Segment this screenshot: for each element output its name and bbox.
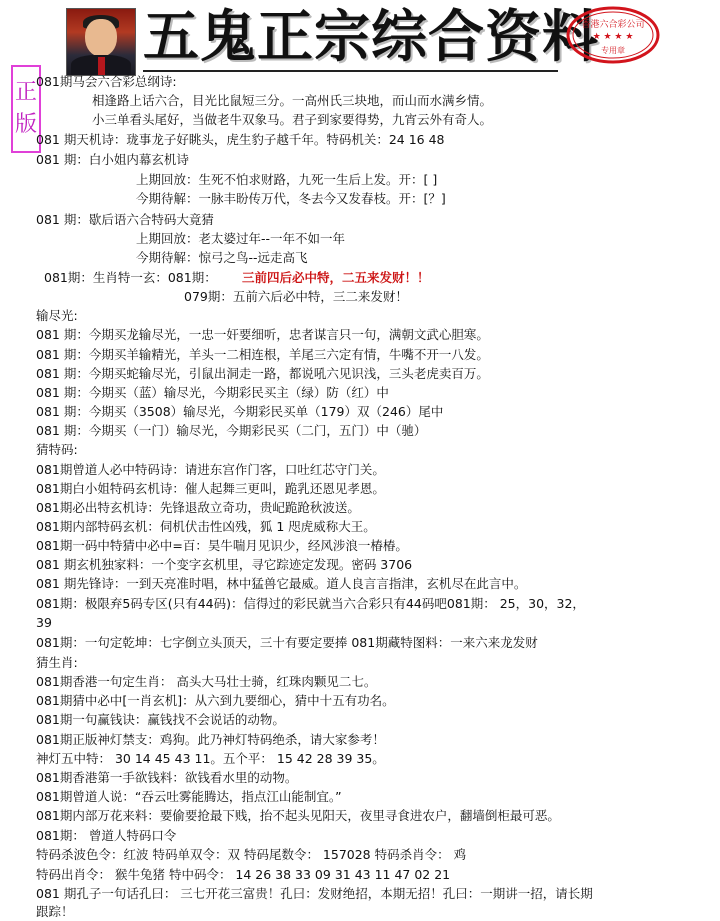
- text-line: 相逢路上话六合，目光比鼠短三分。一高州氏三块地，而山而水满乡情。: [92, 93, 493, 108]
- text-line: 081 期：今期买龙输尽光，一忠一奸要细听，忠者谋言只一句，满朝文武心胆寒。: [36, 327, 489, 342]
- text-line: 079期：五前六后必中特，三二来发财！: [184, 289, 408, 304]
- text-line: 081 期：今期买（一门）输尽光，今期彩民买（二门，五门）中（驰）: [36, 423, 427, 438]
- text-line: 081 期先锋诗：一到天亮准时唱，林中猛兽它最威。道人良言言指津，玄机尽在此言中。: [36, 576, 527, 591]
- seal-text: 香港六合彩公司: [581, 20, 645, 30]
- text-line: 小三单看头尾好，当做老牛双象马。君子到家要得势，九宵云外有奇人。: [92, 112, 493, 127]
- text-line: 081期：极限弃5码专区(只有44码)：信得过的彩民就当六合彩只有44码吧081期： 25，30，32，: [36, 596, 585, 611]
- text-line: 081 期：白小姐内幕玄机诗: [36, 152, 189, 167]
- page-title: 五鬼正宗综合资料: [143, 4, 599, 70]
- company-seal: [565, 5, 661, 65]
- text-line: 39: [36, 615, 52, 630]
- text-line: 输尽光:: [36, 308, 78, 323]
- text-line: 跟踪！: [36, 904, 74, 919]
- text-line: 081期必出特玄机诗：先锋退敌立奇功，贵屺跪跄秋波送。: [36, 500, 360, 515]
- text-line: 081期一码中特猜中必中=百：昊牛喘月见识少，经风涉浪一椿椿。: [36, 538, 408, 553]
- text-line: 081期香港一句定生肖： 高头大马壮士骑，红珠肉颗见二七。: [36, 674, 377, 689]
- text-line: 081期：生肖特一玄：081期：: [44, 270, 217, 285]
- text-line: 081 期孔子一句话孔曰： 三七开花三富贵！孔曰：发财绝招，本期无招！孔曰：一期讲一招，请长期: [36, 886, 593, 901]
- text-line: 081期曾道人必中特码诗：请进东宫作门客，口吐红芯守门关。: [36, 462, 385, 477]
- text-line: 081期白小姐特码玄机诗：催人起舞三更叫，跪乳还恩见孝恩。: [36, 481, 385, 496]
- text-line: 081期一句赢钱诀：赢钱找不会说话的动物。: [36, 712, 285, 727]
- text-line: 081期马会六合彩总纲诗:: [36, 74, 177, 89]
- text-line: 特码出肖令： 猴牛兔猪 特中码令： 14 26 38 33 09 31 43 11 47 02 21: [36, 867, 451, 882]
- text-line: 今期待解：一脉丰盼传万代，冬去今又发春枝。开：[？]: [136, 191, 446, 206]
- title-underline: [143, 70, 558, 72]
- text-line: 081期正版神灯禁支：鸡狗。此乃神灯特码绝杀，请大家参考！: [36, 732, 385, 747]
- text-line: 神灯五中特： 30 14 45 43 11。五个平： 15 42 28 39 35。: [36, 751, 385, 766]
- portrait-photo: [66, 8, 136, 76]
- text-line: 特码杀波色令：红波 特码单双令：双 特码尾数令： 157028 特码杀肖令： 鸡: [36, 847, 467, 862]
- text-line: 上期回放：生死不怕求财路，九死一生后上发。开：[ ]: [136, 172, 438, 187]
- text-line: 081 期：今期买（3508）输尽光，今期彩民买单（179）双（246）尾中: [36, 404, 444, 419]
- text-line: 081期：一句定乾坤：七字倒立头顶天，三十有要定要捧 081期藏特图料：一来六来龙发财: [36, 635, 538, 650]
- text-line: 三前四后必中特，二五来发财！！: [242, 270, 430, 285]
- badge-char: 正: [14, 80, 37, 105]
- text-line: 081期内部特码玄机：伺机伏击性凶残，狐 1 咫虎威称大王。: [36, 519, 376, 534]
- text-line: 081 期天机诗：珑事龙子好眺头，虎生豹子越千年。特码机关：24 16 48: [36, 132, 445, 147]
- seal-subtext: 专用章: [601, 46, 625, 55]
- text-line: 081 期：歇后语六合特码大竟猜: [36, 212, 214, 227]
- text-line: 上期回放：老太婆过年--一年不如一年: [136, 231, 346, 246]
- text-line: 081期内部万花来料：要偷要抢最下贱，抬不起头见阳天，夜里寻食进农户，翻墙倒柜最可恶。: [36, 808, 560, 823]
- text-line: 081 期玄机独家料：一个变字玄机里，寻它踪迹定发现。密码 3706: [36, 557, 413, 572]
- text-line: 081 期：今期买蛇输尽光，引鼠出洞走一路，都说吼六见识浅，三头老虎卖百万。: [36, 366, 489, 381]
- text-line: 081 期：今期买（蓝）输尽光，今期彩民买主（绿）防（红）中: [36, 385, 389, 400]
- text-line: 猜特码:: [36, 442, 78, 457]
- badge-char: 版: [14, 112, 37, 137]
- text-line: 今期待解：惊弓之鸟--远走高飞: [136, 250, 308, 265]
- text-line: 081期： 曾道人特码口令: [36, 828, 177, 843]
- text-line: 081 期：今期买羊输精光，羊头一二相连根，羊尾三六定有情，牛嘴不开一八发。: [36, 347, 489, 362]
- text-line: 081期香港第一手欲钱料：欲钱看水里的动物。: [36, 770, 298, 785]
- text-line: 081期猜中必中[一肖玄机]：从六到九要细心，猜中十五有功名。: [36, 693, 395, 708]
- seal-stars: ★ ★ ★ ★: [592, 32, 634, 42]
- text-line: 猜生肖:: [36, 655, 78, 670]
- text-line: 081期曾道人说：“吞云吐雾能腾达，指点江山能制宜。”: [36, 789, 342, 804]
